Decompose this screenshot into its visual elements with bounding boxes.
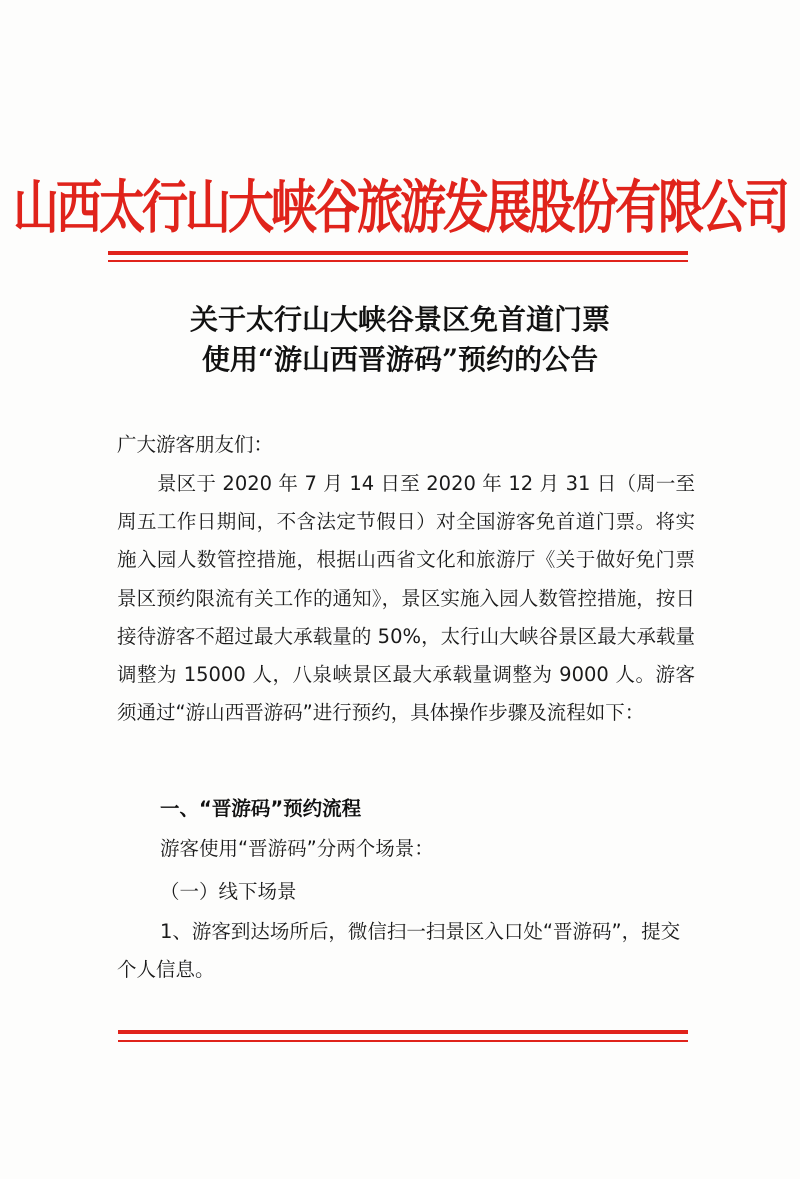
subsection-heading-1: （一）线下场景 xyxy=(160,880,297,903)
section-intro: 游客使用“晋游码”分两个场景： xyxy=(160,837,434,860)
document-title-line1: 关于太行山大峡谷景区免首道门票 xyxy=(189,303,610,336)
list-item-1: 1、游客到达场所后，微信扫一扫景区入口处“晋游码”，提交个人信息。 xyxy=(117,920,681,982)
body-paragraph-1: 景区于 2020 年 7 月 14 日至 2020 年 12 月 31 日（周一至周五工作日期间，不含法定节假日）对全国游客免首道门票。将实施入园人数管控措施，根据山西省文化和旅游厅《关于做好免门票景区预约限流有关工作的通知》，景区实施入园人数管控措施，按日接待游客不超过最大承载量的 50%，太行山大峡谷景区最大承载量调整为 15000 人，八泉峡景区最大承载量调整为 9000 人。游客须通过“游山西晋游码”进行预约，具体操作步骤及流程如下： xyxy=(117,472,695,725)
document-title-line2: 使用“游山西晋游码”预约的公告 xyxy=(201,343,599,376)
letterhead-divider-thick xyxy=(108,251,688,255)
letterhead-divider-thin xyxy=(108,260,688,262)
salutation: 广大游客朋友们： xyxy=(117,433,274,456)
letterhead-company-name: 山西太行山大峡谷旅游发展股份有限公司 xyxy=(13,173,787,241)
footer-divider-thick xyxy=(118,1030,688,1034)
footer-divider-thin xyxy=(118,1040,688,1042)
section-heading-1: 一、“晋游码”预约流程 xyxy=(160,797,362,820)
